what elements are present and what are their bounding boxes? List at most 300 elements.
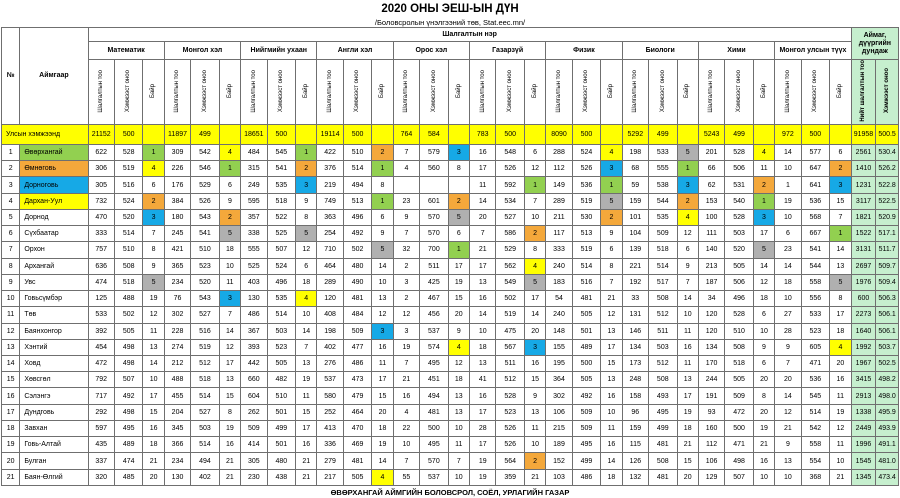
- exam-count: 139: [622, 242, 648, 258]
- col-header-aimag: Аймгаар: [20, 28, 88, 125]
- exam-count: 474: [88, 274, 114, 290]
- rank: 17: [143, 388, 164, 404]
- rank: 21: [830, 469, 852, 485]
- rank: 21: [601, 291, 622, 307]
- rank: 5: [448, 209, 469, 225]
- rank: 10: [448, 420, 469, 436]
- scaled-score: 535: [649, 209, 677, 225]
- rank: 13: [830, 258, 852, 274]
- rank: 15: [296, 404, 317, 420]
- sub-header: [343, 60, 371, 125]
- table-row: [2, 372, 899, 388]
- exam-count: 187: [698, 274, 724, 290]
- scaled-score: 519: [572, 242, 600, 258]
- scaled-score: 519: [572, 193, 600, 209]
- rank: 20: [753, 404, 774, 420]
- exam-count: 337: [88, 453, 114, 469]
- scaled-score: 477: [343, 339, 371, 355]
- scaled-score: 500: [725, 420, 753, 436]
- scaled-score: 486: [343, 356, 371, 372]
- scaled-score: 535: [267, 291, 295, 307]
- scaled-score: 537: [420, 323, 448, 339]
- rank: 17: [372, 372, 393, 388]
- rank: 10: [524, 209, 545, 225]
- exam-count: 55: [393, 469, 419, 485]
- scaled-score: 451: [420, 372, 448, 388]
- aimag-name: Дорнод: [20, 209, 88, 225]
- scaled-score: 542: [801, 420, 829, 436]
- scaled-score: 495: [649, 404, 677, 420]
- exam-count: 484: [241, 144, 267, 160]
- exam-count: 249: [241, 177, 267, 193]
- exam-count: 435: [88, 437, 114, 453]
- rank: 2: [143, 193, 164, 209]
- table-row: [2, 356, 899, 372]
- total-score: 522.8: [876, 177, 899, 193]
- exam-count: 221: [622, 258, 648, 274]
- subject-header: Орос хэл: [393, 42, 469, 60]
- right-sub-header-label: Нийт шалгалтын тоо: [860, 60, 867, 122]
- rank: 8: [143, 242, 164, 258]
- rank: 7: [677, 274, 698, 290]
- rank: 20: [143, 469, 164, 485]
- scaled-score: 528: [725, 307, 753, 323]
- sub-header: [801, 60, 829, 125]
- scaled-score: 533: [649, 144, 677, 160]
- exam-count: 367: [241, 323, 267, 339]
- sub-header: [496, 60, 524, 125]
- scaled-score: 498: [114, 404, 142, 420]
- exam-count: 7: [393, 356, 419, 372]
- rank: 6: [753, 356, 774, 372]
- exam-count: 159: [622, 420, 648, 436]
- exam-count: 7: [469, 226, 495, 242]
- exam-count: 660: [241, 372, 267, 388]
- exam-count: 244: [698, 372, 724, 388]
- rank: 8: [830, 291, 852, 307]
- total-exams: 1640: [851, 323, 875, 339]
- rank: 3: [448, 144, 469, 160]
- rank: 9: [601, 226, 622, 242]
- row-number: 1: [2, 144, 20, 160]
- rank: 17: [296, 420, 317, 436]
- exam-count: 472: [88, 356, 114, 372]
- sub-header: [753, 60, 774, 125]
- scaled-score: 546: [191, 161, 219, 177]
- exam-count: 7: [393, 226, 419, 242]
- scaled-score: 510: [725, 323, 753, 339]
- sub-header: [164, 60, 190, 125]
- scaled-score: 512: [191, 356, 219, 372]
- aimag-name: Хөвсгөл: [20, 372, 88, 388]
- exam-count: 23: [775, 242, 801, 258]
- sub-header: [572, 60, 600, 125]
- scaled-score: 641: [801, 177, 829, 193]
- rank: 11: [448, 437, 469, 453]
- exam-count: 16: [469, 388, 495, 404]
- row-number: 13: [2, 339, 20, 355]
- scaled-score: 517: [649, 274, 677, 290]
- rank: 8: [296, 209, 317, 225]
- exam-count: 115: [622, 437, 648, 453]
- scaled-score: 470: [343, 420, 371, 436]
- rank: 3: [601, 161, 622, 177]
- exam-count: 384: [164, 193, 190, 209]
- sub-header-label: Шалгалтын тоо: [174, 69, 181, 113]
- exam-count: 96: [622, 404, 648, 420]
- sub-header-label: Байр: [379, 83, 386, 98]
- rank: 5: [830, 274, 852, 290]
- rank: 10: [753, 469, 774, 485]
- summary-cell: 500: [572, 124, 600, 144]
- exam-count: 333: [546, 242, 572, 258]
- subject-header: Нийгмийн ухаан: [241, 42, 317, 60]
- rank: 3: [524, 339, 545, 355]
- rank: 7: [448, 453, 469, 469]
- exam-count: 240: [546, 307, 572, 323]
- scaled-score: 558: [801, 274, 829, 290]
- exam-count: 19: [775, 193, 801, 209]
- scaled-score: 530: [572, 209, 600, 225]
- summary-cell: 500: [801, 124, 829, 144]
- scaled-score: 495: [572, 437, 600, 453]
- summary-cell: 783: [469, 124, 495, 144]
- rank: 5: [143, 274, 164, 290]
- sub-header: [698, 60, 724, 125]
- sub-header-label: Шалгалтын тоо: [98, 69, 105, 113]
- exam-count: 16: [393, 388, 419, 404]
- exam-count: 421: [164, 242, 190, 258]
- rank: 10: [524, 437, 545, 453]
- exam-count: 120: [317, 291, 343, 307]
- scaled-score: 601: [420, 193, 448, 209]
- total-exams: 2273: [851, 307, 875, 323]
- rank: 9: [524, 388, 545, 404]
- exam-count: 11: [469, 177, 495, 193]
- rank: 15: [372, 388, 393, 404]
- scaled-score: 495: [420, 437, 448, 453]
- exam-count: 22: [393, 420, 419, 436]
- sub-header: [524, 60, 545, 125]
- scaled-score: 473: [343, 372, 371, 388]
- scaled-score: 545: [801, 388, 829, 404]
- rank: 13: [448, 404, 469, 420]
- summary-cell: 11897: [164, 124, 190, 144]
- rank: 1: [677, 161, 698, 177]
- exam-count: 302: [546, 388, 572, 404]
- total-exams: 600: [851, 291, 875, 307]
- summary-cell: [830, 124, 852, 144]
- rank: 20: [830, 356, 852, 372]
- summary-cell: [448, 124, 469, 144]
- table-row: [2, 453, 899, 469]
- total-exams: 1545: [851, 453, 875, 469]
- total-exams: 1231: [851, 177, 875, 193]
- exam-count: 315: [241, 161, 267, 177]
- exam-count: 305: [241, 453, 267, 469]
- summary-label: Улсын хэмжээнд: [2, 124, 89, 144]
- exam-count: 21: [469, 242, 495, 258]
- scaled-score: 542: [191, 144, 219, 160]
- scaled-score: 527: [191, 307, 219, 323]
- rank: 6: [372, 209, 393, 225]
- scaled-score: 544: [801, 258, 829, 274]
- exam-count: 7: [775, 356, 801, 372]
- scaled-score: 481: [649, 437, 677, 453]
- scaled-score: 514: [267, 307, 295, 323]
- rank: 1: [448, 242, 469, 258]
- exam-count: 509: [241, 420, 267, 436]
- scaled-score: 543: [191, 291, 219, 307]
- rank: 21: [219, 453, 240, 469]
- scaled-score: 496: [267, 274, 295, 290]
- scaled-score: 495: [114, 420, 142, 436]
- rank: 11: [219, 274, 240, 290]
- rank: 14: [677, 291, 698, 307]
- rank: 9: [296, 193, 317, 209]
- exam-count: 120: [698, 323, 724, 339]
- rank: 8: [601, 258, 622, 274]
- rank: 11: [372, 356, 393, 372]
- exam-count: 413: [317, 420, 343, 436]
- sub-header: [219, 60, 240, 125]
- rank: 4: [753, 144, 774, 160]
- scaled-score: 509: [649, 226, 677, 242]
- exam-count: 422: [317, 144, 343, 160]
- sub-header-label: Шалгалтын тоо: [403, 69, 410, 113]
- scaled-score: 512: [649, 307, 677, 323]
- total-score: 509.7: [876, 258, 899, 274]
- scaled-score: 524: [267, 258, 295, 274]
- summary-cell: 18651: [241, 124, 267, 144]
- rank: 19: [677, 404, 698, 420]
- rank: 11: [601, 420, 622, 436]
- scaled-score: 488: [114, 291, 142, 307]
- rank: 21: [677, 437, 698, 453]
- row-number: 19: [2, 437, 20, 453]
- exam-count: 17: [469, 437, 495, 453]
- col-header-aimag-average: Аймаг, дүүргийн дундаж: [851, 28, 898, 60]
- summary-cell: 584: [420, 124, 448, 144]
- scaled-score: 514: [343, 161, 371, 177]
- scaled-score: 549: [496, 274, 524, 290]
- scaled-score: 516: [114, 177, 142, 193]
- aimag-name: Орхон: [20, 242, 88, 258]
- scaled-score: 524: [572, 144, 600, 160]
- exam-count: 62: [698, 177, 724, 193]
- sub-header: [469, 60, 495, 125]
- exam-count: 414: [241, 437, 267, 453]
- exam-count: 152: [546, 453, 572, 469]
- sub-header-label: Шалгалтын тоо: [708, 69, 715, 113]
- rank: 17: [448, 258, 469, 274]
- scaled-score: 527: [496, 209, 524, 225]
- scaled-score: 558: [801, 437, 829, 453]
- exam-count: 234: [164, 453, 190, 469]
- exam-count: 376: [317, 161, 343, 177]
- rank: 1: [372, 193, 393, 209]
- scaled-score: 511: [649, 323, 677, 339]
- subject-header: Физик: [546, 42, 622, 60]
- exam-count: 20: [775, 372, 801, 388]
- exam-count: 17: [469, 161, 495, 177]
- scaled-score: 505: [343, 469, 371, 485]
- rank: 12: [448, 356, 469, 372]
- total-score: 506.1: [876, 323, 899, 339]
- scaled-score: 540: [725, 193, 753, 209]
- right-sub-header: [851, 60, 875, 125]
- rank: 18: [830, 323, 852, 339]
- exam-count: 14: [775, 388, 801, 404]
- exam-count: 17: [469, 258, 495, 274]
- exam-count: 148: [546, 323, 572, 339]
- scaled-score: 508: [725, 339, 753, 355]
- exam-count: 595: [241, 193, 267, 209]
- exam-count: 158: [622, 388, 648, 404]
- exam-count: 16: [469, 291, 495, 307]
- scaled-score: 481: [649, 469, 677, 485]
- exam-count: 120: [698, 307, 724, 323]
- scaled-score: 500: [572, 356, 600, 372]
- rank: 18: [448, 372, 469, 388]
- rank: 15: [677, 453, 698, 469]
- scaled-score: 490: [343, 274, 371, 290]
- rank: 18: [296, 274, 317, 290]
- rank: 20: [753, 372, 774, 388]
- row-number: 8: [2, 258, 20, 274]
- exam-count: 7: [393, 144, 419, 160]
- rank: 16: [524, 356, 545, 372]
- page-subtitle: /Боловсролын үнэлгээний төв, Stat.eec.mn/: [374, 18, 526, 27]
- scaled-score: 568: [801, 209, 829, 225]
- exam-count: 125: [88, 291, 114, 307]
- exam-count: 6: [775, 226, 801, 242]
- exam-count: 12: [775, 404, 801, 420]
- aimag-name: Төв: [20, 307, 88, 323]
- scaled-score: 499: [267, 420, 295, 436]
- rank: 1: [296, 144, 317, 160]
- scaled-score: 514: [191, 437, 219, 453]
- rank: 14: [601, 453, 622, 469]
- exam-count: 357: [241, 209, 267, 225]
- sub-header-label: Хэмжээст оноо: [659, 69, 666, 112]
- scaled-score: 574: [420, 339, 448, 355]
- aimag-name: Өвөрхангай: [20, 144, 88, 160]
- scaled-score: 528: [114, 144, 142, 160]
- rank: 19: [143, 291, 164, 307]
- rank: 9: [448, 323, 469, 339]
- scaled-score: 541: [267, 161, 295, 177]
- exam-count: 302: [164, 307, 190, 323]
- rank: 1: [830, 226, 852, 242]
- exam-count: 198: [622, 144, 648, 160]
- scaled-score: 541: [191, 226, 219, 242]
- total-exams: 3117: [851, 193, 875, 209]
- sub-header-label: Хэмжээст оноо: [430, 69, 437, 112]
- exam-count: 10: [775, 469, 801, 485]
- scaled-score: 513: [343, 193, 371, 209]
- sub-header-label: Хэмжээст оноо: [583, 69, 590, 112]
- scaled-score: 505: [572, 307, 600, 323]
- scaled-score: 505: [572, 372, 600, 388]
- exam-count: 130: [164, 469, 190, 485]
- rank: 7: [830, 209, 852, 225]
- scaled-score: 520: [191, 274, 219, 290]
- scaled-score: 505: [725, 372, 753, 388]
- summary-cell: [524, 124, 545, 144]
- summary-cell: 8090: [546, 124, 572, 144]
- scaled-score: 523: [496, 404, 524, 420]
- rank: 2: [372, 144, 393, 160]
- total-score: 473.4: [876, 469, 899, 485]
- exam-count: 309: [164, 144, 190, 160]
- subject-header: Математик: [88, 42, 164, 60]
- scaled-score: 494: [191, 453, 219, 469]
- rank: 5: [753, 242, 774, 258]
- rank: 2: [677, 193, 698, 209]
- rank: 2: [296, 161, 317, 177]
- rank: 19: [448, 274, 469, 290]
- total-score: 503.7: [876, 339, 899, 355]
- rank: 10: [448, 469, 469, 485]
- scaled-score: 501: [267, 437, 295, 453]
- col-group-exam-name: Шалгалтын нэр: [88, 28, 851, 42]
- scaled-score: 536: [801, 193, 829, 209]
- rank: 15: [219, 388, 240, 404]
- total-score: 511.7: [876, 242, 899, 258]
- scaled-score: 508: [649, 291, 677, 307]
- scaled-score: 489: [114, 437, 142, 453]
- rank: 13: [296, 356, 317, 372]
- scaled-score: 508: [649, 453, 677, 469]
- rank: 6: [677, 242, 698, 258]
- exam-count: 112: [698, 437, 724, 453]
- summary-cell: 499: [649, 124, 677, 144]
- rank: 12: [830, 420, 852, 436]
- rank: 17: [830, 307, 852, 323]
- rank: 5: [296, 226, 317, 242]
- row-number: 5: [2, 209, 20, 225]
- exam-count: 10: [393, 437, 419, 453]
- scaled-score: 538: [649, 177, 677, 193]
- rank: 21: [143, 453, 164, 469]
- scaled-score: 472: [725, 404, 753, 420]
- rank: 1: [372, 161, 393, 177]
- scaled-score: 479: [343, 388, 371, 404]
- sub-header: [191, 60, 219, 125]
- exam-count: 402: [317, 339, 343, 355]
- sub-header-label: Байр: [150, 83, 157, 98]
- sub-header-label: Байр: [226, 83, 233, 98]
- rank: 9: [219, 193, 240, 209]
- scaled-score: 481: [343, 291, 371, 307]
- scaled-score: 505: [114, 323, 142, 339]
- scaled-score: 536: [572, 177, 600, 193]
- exam-count: 240: [546, 258, 572, 274]
- rank: 13: [601, 323, 622, 339]
- exam-count: 486: [241, 307, 267, 323]
- scaled-score: 544: [649, 193, 677, 209]
- row-number: 9: [2, 274, 20, 290]
- row-number: 17: [2, 404, 20, 420]
- scaled-score: 586: [496, 226, 524, 242]
- rank: 10: [219, 258, 240, 274]
- rank: 4: [296, 291, 317, 307]
- scaled-score: 489: [572, 339, 600, 355]
- exam-count: 117: [546, 226, 572, 242]
- rank: 13: [372, 291, 393, 307]
- sub-header: [393, 60, 419, 125]
